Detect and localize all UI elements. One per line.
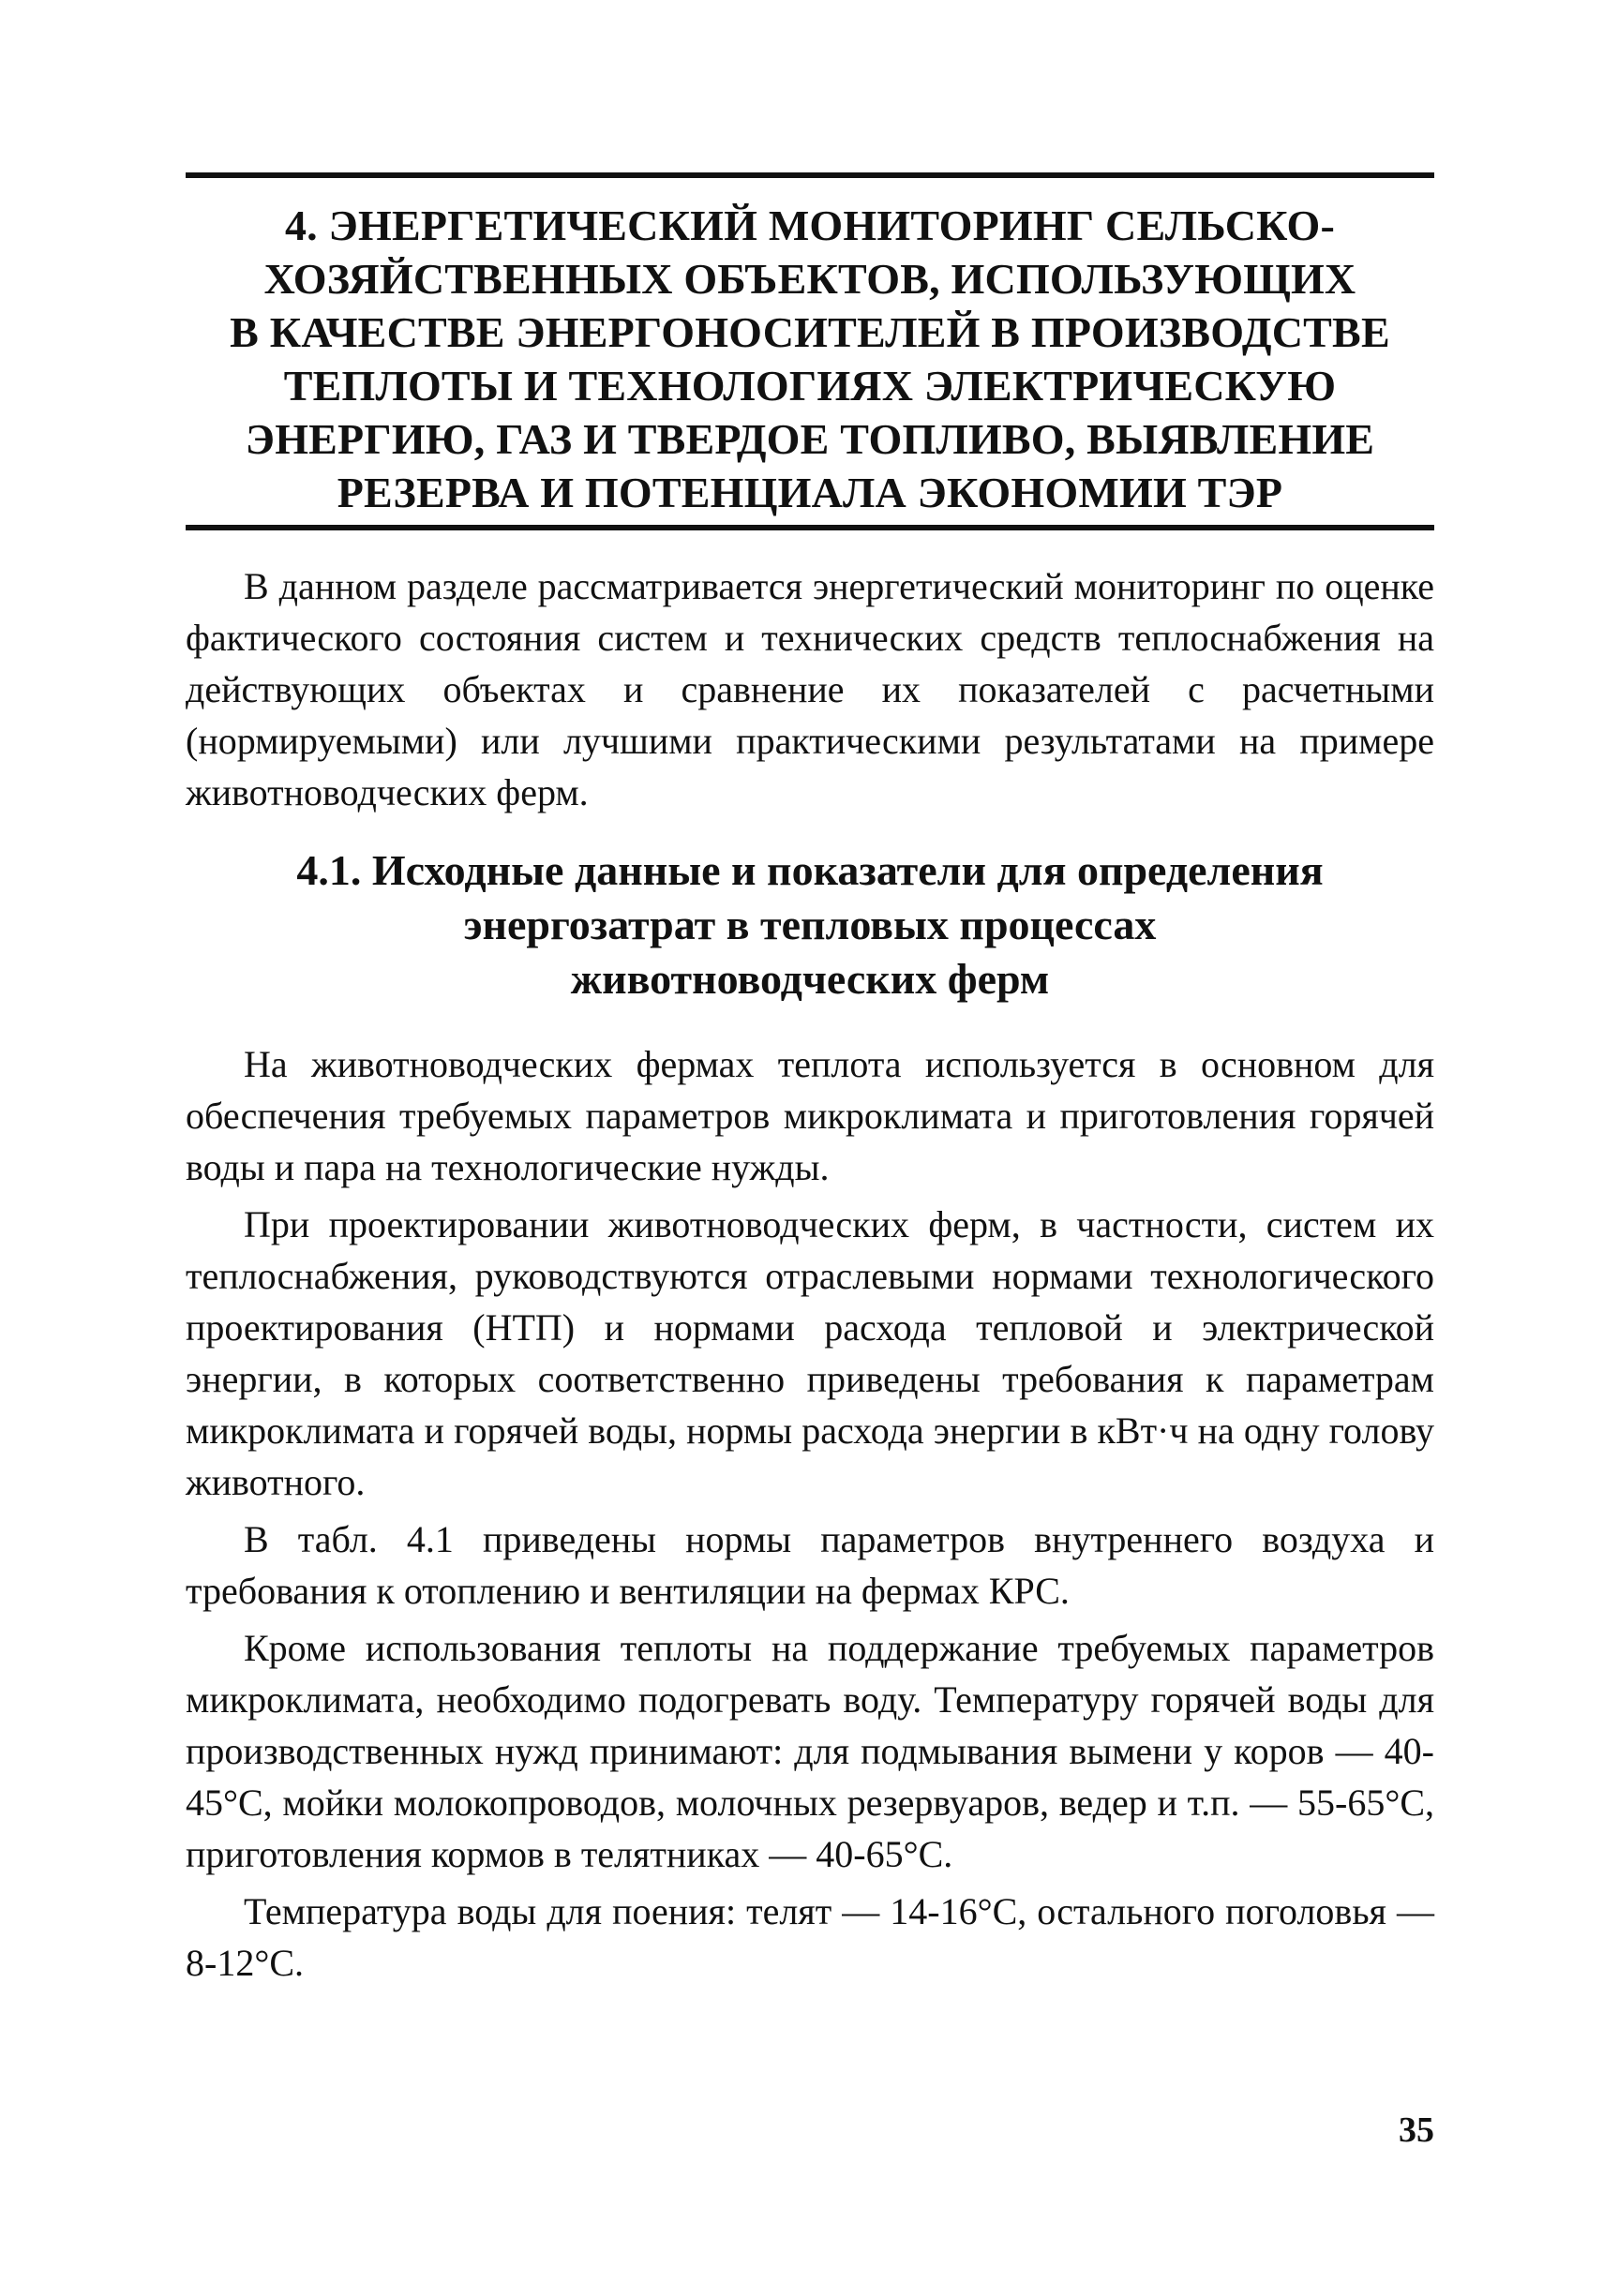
body-paragraph: Кроме использования теплоты на поддержание требуемых параметров микроклимата, необходимо подогревать воду. Температуру горячей воды для производственных нужд принимают: для подмывания вымени у коров — 40-45°С, мойки молокопроводов, молочных резервуаров, ведер и т.п. — 55-65°С, приготовления кормов в телятниках — 40-65°С.: [186, 1627, 1434, 1875]
chapter-title-line: 4. ЭНЕРГЕТИЧЕСКИЙ МОНИТОРИНГ СЕЛЬСКО-: [284, 201, 1336, 249]
chapter-title-line: ТЕПЛОТЫ И ТЕХНОЛОГИЯХ ЭЛЕКТРИЧЕСКУЮ: [283, 362, 1337, 410]
top-rule: [186, 172, 1434, 178]
body-paragraph: Температура воды для поения: телят — 14-16°С, остального поголовья — 8-12°С.: [186, 1890, 1434, 1984]
chapter-title-line: ХОЗЯЙСТВЕННЫХ ОБЪЕКТОВ, ИСПОЛЬЗУЮЩИХ: [263, 255, 1356, 303]
chapter-title-line: ЭНЕРГИЮ, ГАЗ И ТВЕРДОЕ ТОПЛИВО, ВЫЯВЛЕНИЕ: [245, 415, 1375, 463]
intro-paragraph: В данном разделе рассматривается энергетический мониторинг по оценке фактического состояния систем и технических средств теплоснабжения на действующих объектах и сравнение их показателей с расчетными (нормируемыми) или лучшими практическими результатами на примере животноводческих ферм.: [186, 565, 1434, 813]
body-paragraph: При проектировании животноводческих ферм, в частности, систем их теплоснабжения, руководствуются отраслевыми нормами технологического проектирования (НТП) и нормами расхода тепловой и электрической энергии, в которых соответственно приведены требования к параметрам микроклимата и горячей воды, нормы расхода энергии в кВт·ч на одну голову животного.: [186, 1203, 1434, 1503]
chapter-title: [186, 199, 1434, 519]
section-title-line: 4.1. Исходные данные и показатели для определения: [296, 846, 1324, 894]
section-title-line: энергозатрат в тепловых процессах: [463, 901, 1157, 948]
body-paragraph: В табл. 4.1 приведены нормы параметров внутреннего воздуха и требования к отоплению и вентиляции на фермах КРС.: [186, 1518, 1434, 1612]
section-title-line: животноводческих ферм: [570, 955, 1050, 1003]
page-number: 35: [1399, 2110, 1434, 2150]
section-body: [186, 1038, 1434, 1994]
chapter-title-line: РЕЗЕРВА И ПОТЕНЦИАЛА ЭКОНОМИИ ТЭР: [337, 469, 1283, 516]
section-title: [186, 843, 1434, 1006]
chapter-title-line: В КАЧЕСТВЕ ЭНЕРГОНОСИТЕЛЕЙ В ПРОИЗВОДСТВЕ: [230, 308, 1390, 356]
body-paragraph: На животноводческих фермах теплота используется в основном для обеспечения требуемых параметров микроклимата и приготовления горячей воды и пара на технологические нужды.: [186, 1043, 1434, 1188]
intro-block: [186, 560, 1434, 818]
bottom-rule: [186, 525, 1434, 530]
